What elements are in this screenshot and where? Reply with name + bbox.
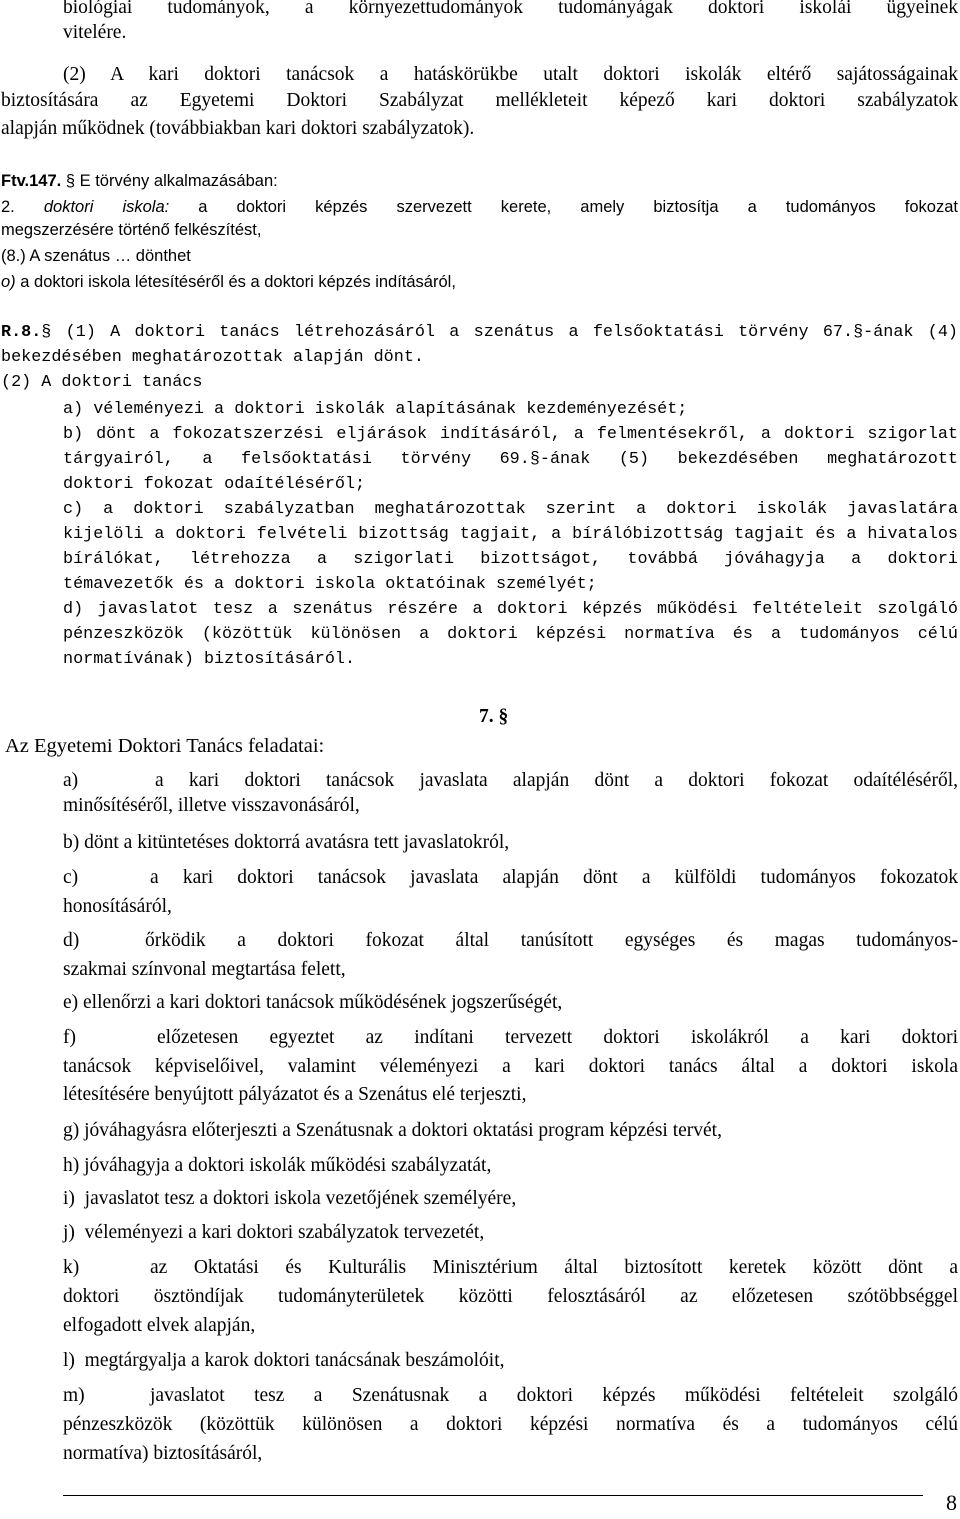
s7-point-j: j) véleményezi a kari doktori szabályzatok tervezetét,	[63, 1222, 485, 1243]
section-number: 7.	[479, 706, 494, 727]
r8-paragraph-1-line	[0, 320, 960, 345]
definition-line	[0, 196, 960, 218]
point-text: őrködik a doktori fokozat által tanúsított egységes és magas tudományos-	[145, 930, 958, 951]
point-text: a kari doktori tanácsok javaslata alapján dönt a külföldi tudományos fokozatok	[150, 867, 958, 888]
continued-paragraph-line: vitelére.	[63, 22, 127, 43]
s7-point-k-line	[0, 1255, 960, 1280]
paragraph-2-line: alapján működnek (továbbiakban kari doktori szabályzatok).	[1, 118, 475, 139]
s7-point-g: g) jóváhagyásra előterjeszti a Szenátusnak a doktori oktatási program képzési tervét,	[63, 1120, 722, 1141]
r8-point-b-line: b) dönt a fokozatszerzési eljárások indításáról, a felmentésekről, a doktori szigorlat	[63, 425, 958, 444]
point-text: a kari doktori tanácsok javaslata alapján dönt a doktori fokozat odaítéléséről,	[155, 770, 958, 791]
definition-line: megszerzésére történő felkészítést,	[1, 221, 262, 239]
point-letter: c)	[63, 867, 79, 888]
point-letter: f)	[63, 1027, 76, 1048]
r8-point-c-line: kijelöli a doktori felvételi bizottság tagjait, a bírálóbizottság tagjait és a hivatalos	[63, 525, 958, 544]
r8-point-d-line: pénzeszközök (közöttük különösen a doktori képzési normatíva és a tudományos célú	[63, 625, 958, 644]
page-number: 8	[946, 1490, 957, 1515]
s7-point-h: h) jóváhagyja a doktori iskolák működési szabályzatát,	[63, 1155, 492, 1176]
continued-paragraph-line: biológiai tudományok, a környezettudományok tudományágak doktori iskolái ügyeinek	[63, 0, 958, 18]
r8-point-a: a) véleményezi a doktori iskolák alapításának kezdeményezését;	[63, 400, 688, 419]
definition-term: doktori iskola:	[43, 198, 170, 216]
r8-point-b-line	[0, 447, 960, 472]
definition-text: a doktori képzés szervezett kerete, amely biztosítja a tudományos fokozat	[198, 198, 958, 216]
point-letter: o)	[1, 273, 16, 291]
r8-text: (1) A doktori tanács létrehozásáról a szenátus a felsőoktatási törvény 67.	[65, 323, 854, 342]
ftv-reference: Ftv.147.	[1, 172, 62, 190]
s7-point-d-line: szakmai színvonal megtartása felett,	[63, 959, 346, 980]
s7-point-a-line	[0, 768, 960, 793]
r8-text: tárgyairól, a felsőoktatási törvény 69.	[63, 450, 530, 469]
r8-text: -ának (5) bekezdésében meghatározott	[539, 450, 958, 469]
section-sign: §	[853, 323, 864, 342]
ftv-heading	[0, 170, 960, 192]
s7-point-f-line: tanácsok képviselőivel, valamint véleményezi a kari doktori tanács által a doktori iskola	[63, 1056, 958, 1077]
paragraph-2-line: (2) A kari doktori tanácsok a hatáskörükbe utalt doktori iskolák eltérő sajátosságainak	[63, 64, 958, 85]
s7-point-m-line	[0, 1383, 960, 1408]
s7-point-d-line	[0, 928, 960, 953]
s7-point-k-line: doktori ösztöndíjak tudományterületek közötti felosztásáról az előzetesen szótöbbséggel	[63, 1286, 958, 1307]
point-letter: k)	[63, 1257, 80, 1278]
s7-point-f-line	[0, 1025, 960, 1050]
section-sign: §	[529, 450, 540, 469]
r8-point-c-line: bírálókat, létrehozza a szigorlati bizottságot, továbbá jóváhagyja a doktori	[63, 550, 958, 569]
point-text: előzetesen egyeztet az indítani tervezett doktori iskolákról a kari doktori	[157, 1027, 958, 1048]
r8-point-c-line: c) a doktori szabályzatban meghatározottak szerint a doktori iskolák javaslatára	[63, 500, 958, 519]
r8-paragraph-2-heading: (2) A doktori tanács	[1, 373, 203, 392]
r8-point-c-line: témavezetők és a doktori iskola oktatóinak személyét;	[63, 575, 597, 594]
s7-point-e: e) ellenőrzi a kari doktori tanácsok működésének jogszerűségét,	[63, 992, 563, 1013]
r8-reference: R.8.	[1, 323, 42, 342]
r8-point-d-line: normatívának) biztosításáról.	[63, 650, 356, 669]
r8-text: -ának (4)	[863, 323, 958, 342]
point-text: az Oktatási és Kulturális Minisztérium által biztosított keretek között dönt a	[150, 1257, 958, 1278]
footer-rule	[63, 1495, 923, 1496]
r8-point-b-line: doktori fokozat odaítéléséről;	[63, 475, 366, 494]
section-sign: §	[65, 172, 76, 190]
r8-point-d-line: d) javaslatot tesz a szenátus részére a doktori képzés működési feltételeit szolgáló	[63, 600, 958, 619]
s7-point-a-line: minősítéséről, illetve visszavonásáról,	[63, 795, 360, 816]
point-letter: d)	[63, 930, 80, 951]
s7-point-b: b) dönt a kitüntetéses doktorrá avatásra tett javaslatokról,	[63, 832, 510, 853]
point-letter: m)	[63, 1385, 85, 1406]
s7-point-k-line: elfogadott elvek alapján,	[63, 1315, 256, 1336]
s7-point-c-line: honosításáról,	[63, 896, 172, 917]
ftv-point-o	[0, 271, 960, 293]
point-text: javaslatot tesz a Szenátusnak a doktori képzés működési feltételeit szolgáló	[150, 1385, 958, 1406]
s7-point-m-line: normatíva) biztosításáról,	[63, 1443, 263, 1464]
r8-paragraph-1-line: bekezdésében meghatározottak alapján dönt.	[1, 348, 424, 367]
section-sign: §	[498, 706, 509, 727]
definition-number: 2.	[1, 198, 15, 216]
s7-point-i: i) javaslatot tesz a doktori iskola vezetőjének személyére,	[63, 1188, 517, 1209]
ftv-paragraph-8: (8.) A szenátus … dönthet	[1, 247, 191, 265]
ftv-heading-text: E törvény alkalmazásában:	[79, 172, 278, 190]
paragraph-2-line: biztosítására az Egyetemi Doktori Szabályzat mellékleteit képező kari doktori szabályzatok	[1, 90, 958, 111]
point-letter: a)	[63, 770, 79, 791]
s7-point-f-line: létesítésére benyújtott pályázatot és a Szenátus elé terjeszti,	[63, 1084, 527, 1105]
s7-point-c-line	[0, 865, 960, 890]
s7-point-m-line: pénzeszközök (közöttük különösen a doktori képzési normatíva és a tudományos célú	[63, 1414, 958, 1435]
section-sign: §	[41, 323, 52, 342]
point-text: a doktori iskola létesítéséről és a doktori képzés indításáról,	[20, 273, 456, 291]
s7-point-l: l) megtárgyalja a karok doktori tanácsának beszámolóit,	[63, 1350, 505, 1371]
section-7-heading	[0, 704, 960, 729]
section-7-title: Az Egyetemi Doktori Tanács feladatai:	[5, 735, 325, 757]
